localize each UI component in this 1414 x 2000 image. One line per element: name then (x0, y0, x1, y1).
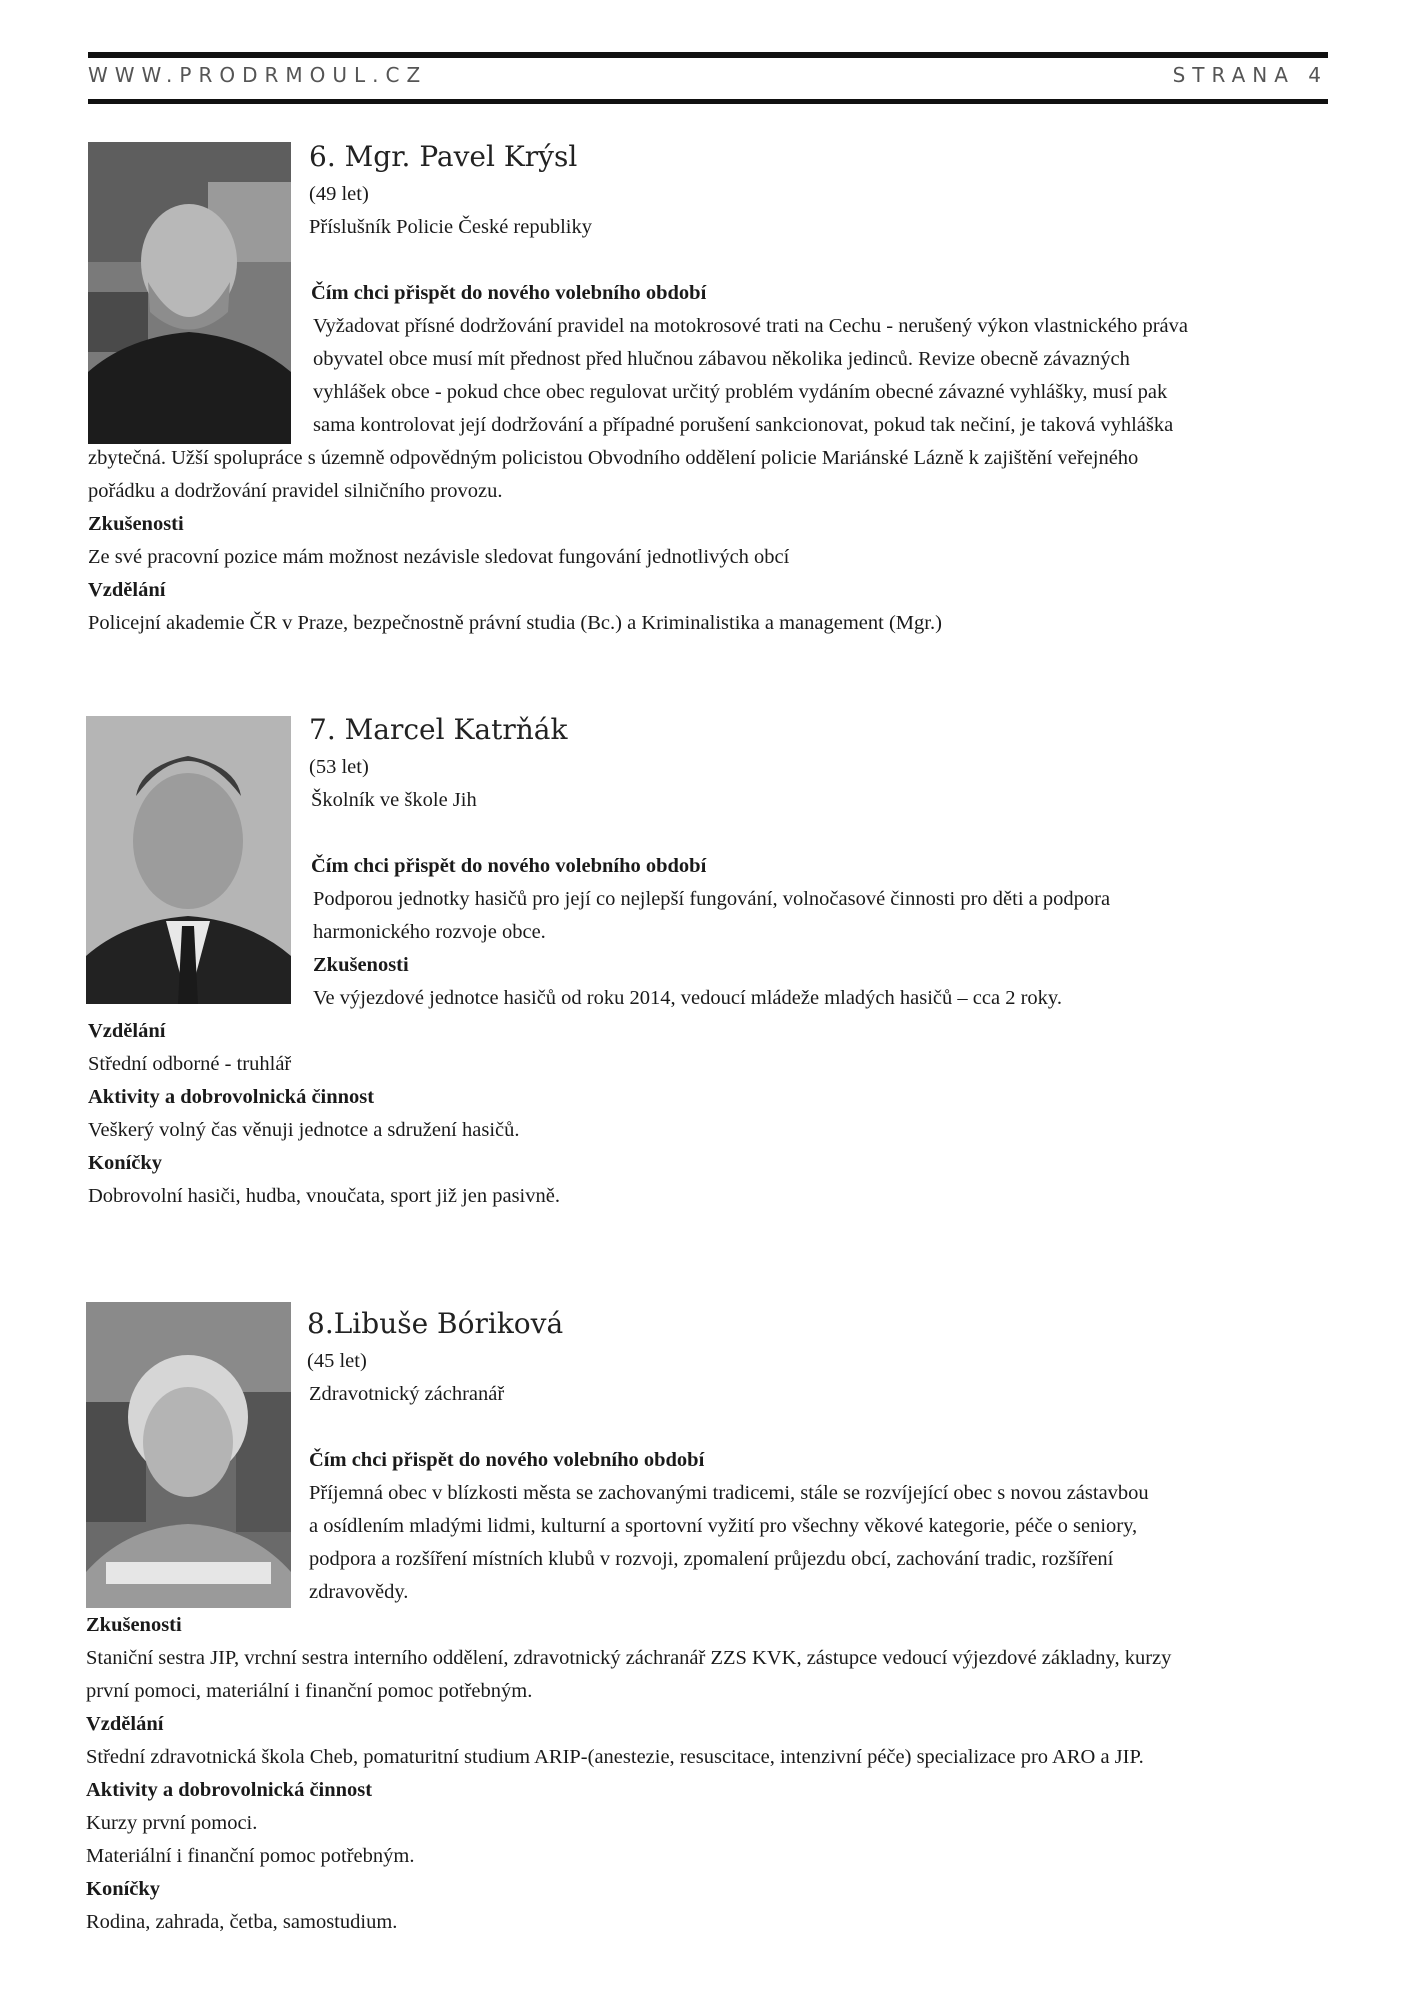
candidate-name: 7. Marcel Katrňák (309, 713, 568, 746)
page-number: STRANA 4 (1172, 63, 1328, 87)
experience-text: Ze své pracovní pozice mám možnost nezávisle sledovat fungování jednotlivých obcí (88, 546, 790, 568)
hobbies-heading: Koníčky (86, 1878, 161, 1900)
experience-heading: Zkušenosti (88, 513, 184, 535)
contribution-line: Podporou jednotky hasičů pro její co nejlepší fungování, volnočasové činnosti pro děti a podpora (313, 888, 1111, 910)
contribution-line: harmonického rozvoje obce. (313, 921, 546, 943)
site-url: WWW.PRODRMOUL.CZ (88, 63, 428, 87)
education-heading: Vzdělání (86, 1713, 164, 1735)
experience-line: Staniční sestra JIP, vrchní sestra interního oddělení, zdravotnický záchranář ZZS KVK, zástupce vedoucí výjezdové základny, kurzy (86, 1647, 1172, 1669)
contribution-line: vyhlášek obce - pokud chce obec regulovat určitý problém vydáním obecné závazné vyhlášky, musí pak (313, 381, 1168, 403)
contribution-line: zdravovědy. (309, 1581, 409, 1603)
candidate-age: (49 let) (309, 183, 369, 205)
activities-text: Veškerý volný čas věnuji jednotce a sdružení hasičů. (88, 1119, 520, 1141)
contribution-heading: Čím chci přispět do nového volebního období (311, 282, 707, 304)
contribution-line: podpora a rozšíření místních klubů v rozvoji, zpomalení průjezdu obcí, zachování tradic, rozšíření (309, 1548, 1114, 1570)
candidate-occupation: Příslušník Policie České republiky (309, 216, 592, 238)
candidate-photo (86, 716, 291, 1004)
candidate-name: 8.Libuše Bóriková (307, 1307, 564, 1340)
experience-text: Ve výjezdové jednotce hasičů od roku 2014, vedoucí mládeže mladých hasičů – cca 2 roky. (313, 987, 1062, 1009)
education-text: Střední odborné - truhlář (88, 1053, 292, 1075)
candidate-age: (53 let) (309, 756, 369, 778)
candidate-photo (86, 1302, 291, 1608)
education-heading: Vzdělání (88, 579, 166, 601)
candidate-name: 6. Mgr. Pavel Krýsl (309, 140, 578, 173)
education-text: Policejní akademie ČR v Praze, bezpečnostně právní studia (Bc.) a Kriminalistika a management (Mgr.) (88, 612, 942, 634)
activities-heading: Aktivity a dobrovolnická činnost (88, 1086, 375, 1108)
contribution-line: Vyžadovat přísné dodržování pravidel na motokrosové trati na Cechu - nerušený výkon vlastnického práva (313, 315, 1188, 337)
contribution-line: obyvatel obce musí mít přednost před hlučnou zábavou několika jedinců. Revize obecně závazných (313, 348, 1130, 370)
contribution-heading: Čím chci přispět do nového volebního období (309, 1449, 705, 1471)
contribution-heading: Čím chci přispět do nového volebního období (311, 855, 707, 877)
activities-line: Kurzy první pomoci. (86, 1812, 258, 1834)
hobbies-heading: Koníčky (88, 1152, 163, 1174)
contribution-line: sama kontrolovat její dodržování a případné porušení sankcionovat, pokud tak nečiní, je taková vyhláška (313, 414, 1174, 436)
candidate-occupation: Školník ve škole Jih (311, 789, 477, 811)
header-top-rule (88, 52, 1328, 58)
header-bottom-rule (88, 99, 1328, 104)
contribution-line: pořádku a dodržování pravidel silničního provozu. (88, 480, 503, 502)
candidate-occupation: Zdravotnický záchranář (309, 1383, 505, 1405)
hobbies-text: Rodina, zahrada, četba, samostudium. (86, 1911, 398, 1933)
education-heading: Vzdělání (88, 1020, 166, 1042)
contribution-line: zbytečná. Užší spolupráce s územně odpovědným policistou Obvodního oddělení policie Mariánské Lázně k zajištění veřejného (88, 447, 1139, 469)
hobbies-text: Dobrovolní hasiči, hudba, vnoučata, sport již jen pasivně. (88, 1185, 560, 1207)
experience-heading: Zkušenosti (86, 1614, 182, 1636)
activities-heading: Aktivity a dobrovolnická činnost (86, 1779, 373, 1801)
activities-line: Materiální i finanční pomoc potřebným. (86, 1845, 415, 1867)
candidate-age: (45 let) (307, 1350, 367, 1372)
candidate-photo (88, 142, 291, 444)
experience-line: první pomoci, materiální i finanční pomoc potřebným. (86, 1680, 533, 1702)
contribution-line: a osídlením mladými lidmi, kulturní a sportovní vyžití pro všechny věkové kategorie, péče o seniory, (309, 1515, 1138, 1537)
contribution-line: Příjemná obec v blízkosti města se zachovanými tradicemi, stále se rozvíjející obec s novou zástavbou (309, 1482, 1149, 1504)
experience-heading: Zkušenosti (313, 954, 409, 976)
education-text: Střední zdravotnická škola Cheb, pomaturitní studium ARIP-(anestezie, resuscitace, intenzivní péče) specializace pro ARO a JIP. (86, 1746, 1144, 1768)
